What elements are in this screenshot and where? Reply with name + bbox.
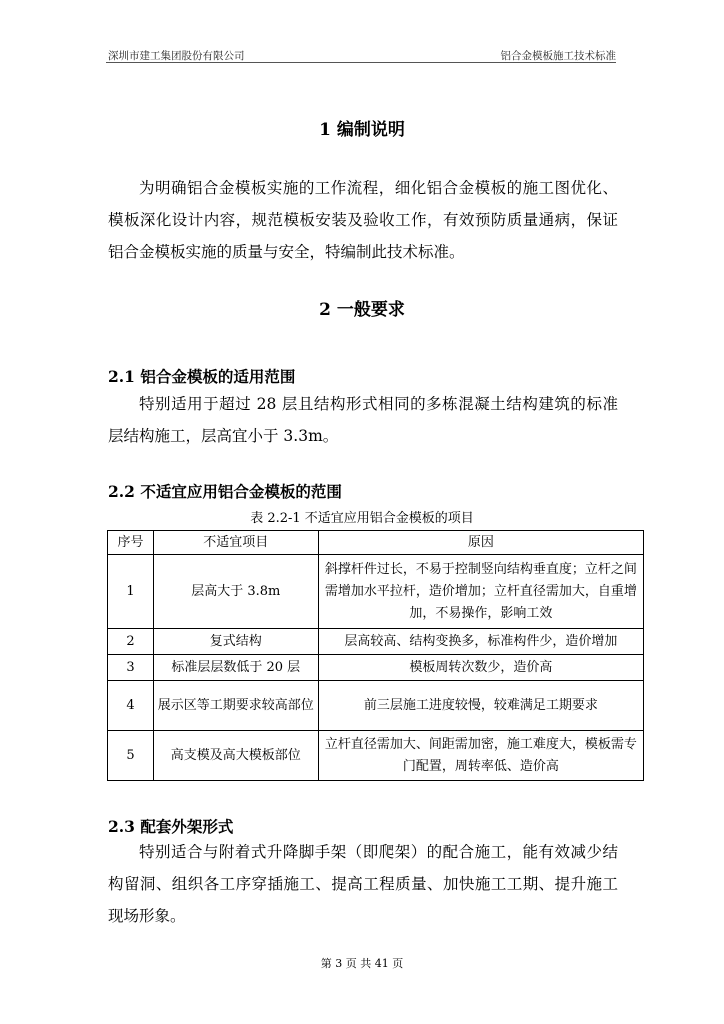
section-2-3-paragraph [108, 836, 618, 932]
table-row [108, 555, 644, 629]
section-2-3-text: 特别适合与附着式升降脚手架（即爬架）的配合施工，能有效减少结构留洞、组织各工序穿插施工、提高工程质量、加快施工工期、提升施工现场形象。 [108, 843, 618, 925]
table-row [108, 681, 644, 731]
table-cell-reason: 模板周转次数少，造价高 [318, 655, 643, 681]
table-cell-index: 3 [108, 655, 154, 681]
header-company: 深圳市建工集团股份有限公司 [108, 50, 245, 62]
section-1-paragraph [108, 172, 618, 268]
table-row [108, 655, 644, 681]
header-doc-title: 铝合金模板施工技术标准 [500, 50, 616, 62]
header-divider [106, 62, 616, 63]
section-2-2-title: 2.2 不适宜应用铝合金模板的范围 [108, 482, 342, 501]
table-cell-reason: 立杆直径需加大、间距需加密，施工难度大，模板需专门配置，周转率低、造价高 [318, 731, 643, 781]
section-2-title: 2 一般要求 [319, 300, 405, 320]
section-1-title: 1 编制说明 [319, 120, 405, 140]
section-2-3-title: 2.3 配套外架形式 [108, 817, 234, 836]
table-header-cell: 原因 [318, 531, 643, 555]
table-cell-index: 4 [108, 681, 154, 731]
table-cell-reason: 层高较高、结构变换多，标准构件少，造价增加 [318, 629, 643, 655]
table-cell-item: 层高大于 3.8m [153, 555, 318, 629]
table-cell-reason: 斜撑杆件过长，不易于控制竖向结构垂直度；立杆之间需增加水平拉杆，造价增加；立杆直径需加大，自重增加，不易操作，影响工效 [318, 555, 643, 629]
table-row [108, 629, 644, 655]
table-cell-index: 5 [108, 731, 154, 781]
table-cell-reason: 前三层施工进度较慢，较难满足工期要求 [318, 681, 643, 731]
table-cell-item: 复式结构 [153, 629, 318, 655]
table-header-cell: 序号 [108, 531, 154, 555]
table-cell-item: 标准层层数低于 20 层 [153, 655, 318, 681]
table-row [108, 731, 644, 781]
section-2-1-text: 特别适用于超过 28 层且结构形式相同的多栋混凝土结构建筑的标准层结构施工，层高宜小于 3.3m。 [108, 395, 618, 445]
table-header-cell: 不适宜项目 [153, 531, 318, 555]
table-header-row [108, 531, 644, 555]
table-cell-item: 展示区等工期要求较高部位 [153, 681, 318, 731]
section-2-1-title: 2.1 铝合金模板的适用范围 [108, 367, 296, 386]
unsuitable-items-table [107, 530, 644, 781]
table-cell-item: 高支模及高大模板部位 [153, 731, 318, 781]
table-cell-index: 2 [108, 629, 154, 655]
section-2-1-paragraph [108, 388, 618, 452]
section-1-text: 为明确铝合金模板实施的工作流程，细化铝合金模板的施工图优化、模板深化设计内容，规范模板安装及验收工作，有效预防质量通病，保证铝合金模板实施的质量与安全，特编制此技术标准。 [108, 179, 618, 261]
table-caption: 表 2.2-1 不适宜应用铝合金模板的项目 [250, 511, 474, 526]
page-number: 第 3 页 共 41 页 [320, 957, 404, 970]
table-cell-index: 1 [108, 555, 154, 629]
